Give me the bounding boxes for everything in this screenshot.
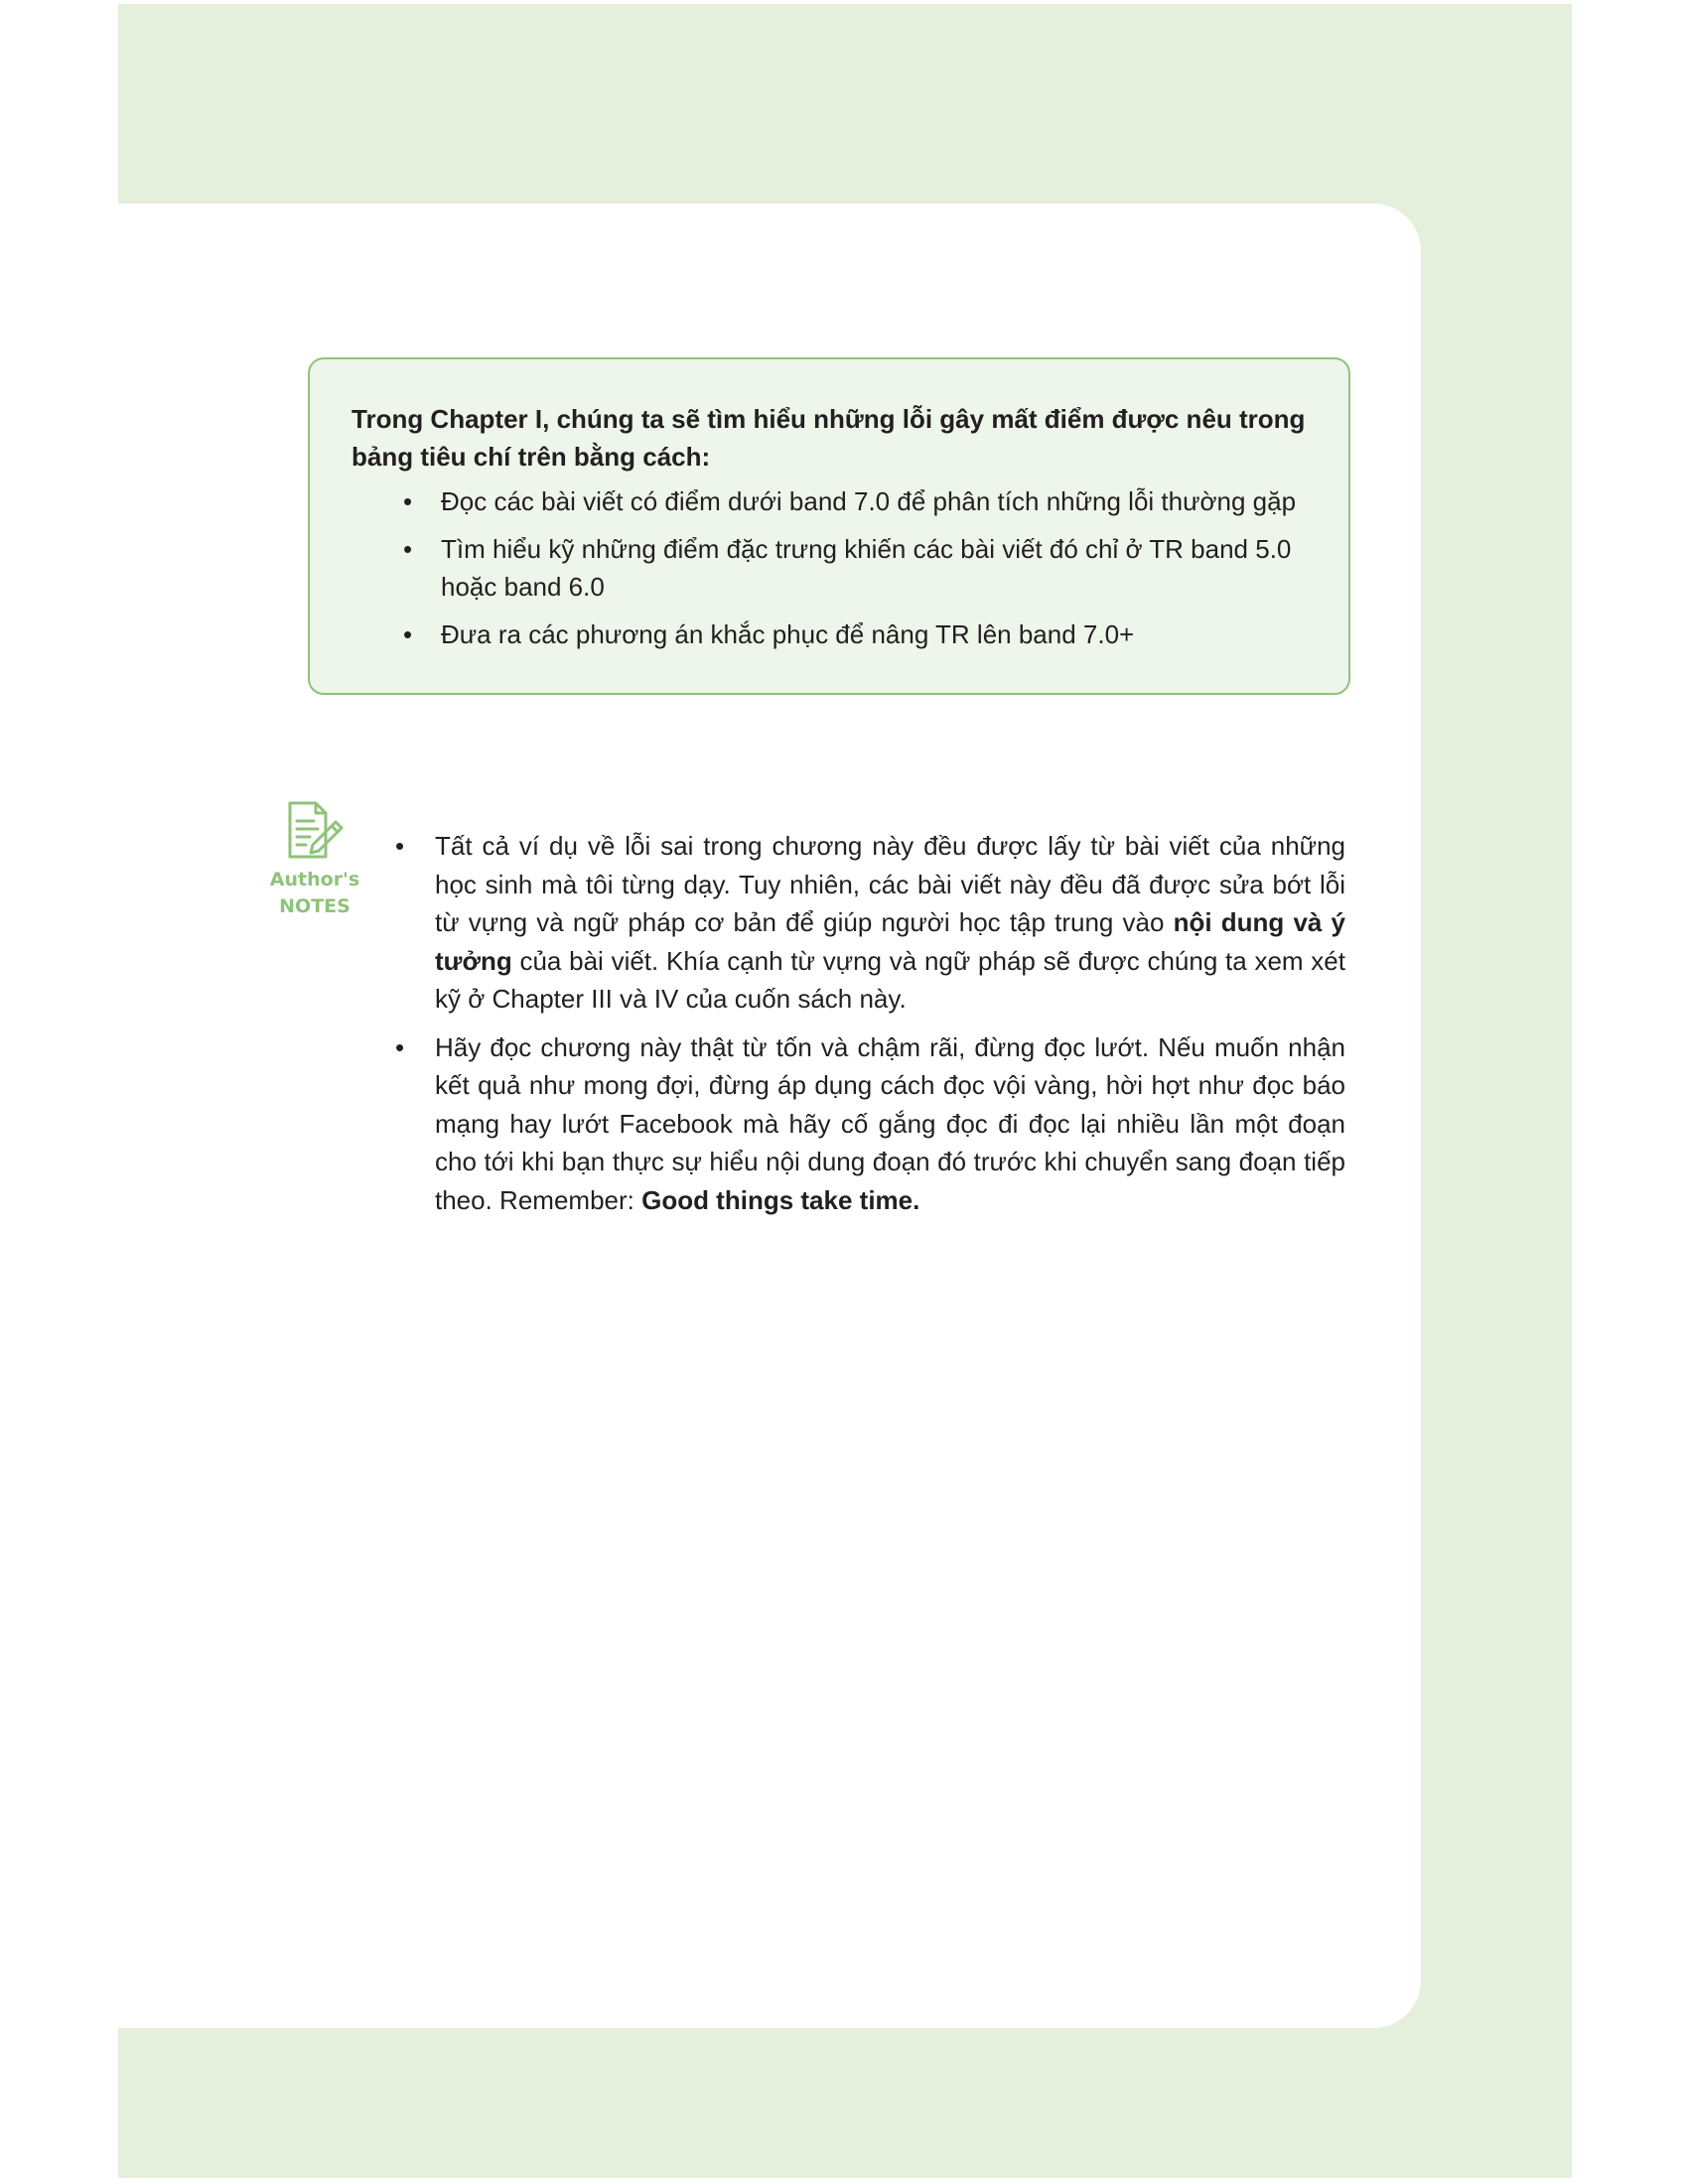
chapter-intro-box — [308, 357, 1350, 695]
intro-heading: Trong Chapter I, chúng ta sẽ tìm hiểu những lỗi gây mất điểm được nêu trong bảng tiêu chí trên bằng cách: — [352, 404, 1306, 472]
note-emphasis: nội dung và ý tưởng — [435, 907, 1345, 976]
authors-notes-badge — [260, 799, 369, 920]
list-item-text: Đưa ra các phương án khắc phục để nâng TR lên band 7.0+ — [441, 619, 1135, 649]
note-text: Tất cả ví dụ về lỗi sai trong chương này đều được lấy từ bài viết của những học sinh mà tôi từng dạy. Tuy nhiên, các bài viết này đều đã được sửa bớt lỗi từ vựng và ngữ pháp cơ bản để giúp người học tập trung vào — [435, 831, 1345, 937]
note-text: của bài viết. Khía cạnh từ vựng và ngữ pháp sẽ được chúng ta xem xét kỹ ở Chapter III và IV của cuốn sách này. — [435, 945, 1345, 1014]
list-item — [352, 482, 1307, 520]
list-item-text: Đọc các bài viết có điểm dưới band 7.0 để phân tích những lỗi thường gặp — [441, 486, 1297, 516]
notes-label-authors: Author's — [269, 869, 360, 890]
bullet-icon: • — [395, 1031, 405, 1062]
bullet-icon: • — [395, 831, 405, 861]
note-emphasis: Good things take time. — [641, 1184, 920, 1215]
pencil-document-icon — [280, 799, 350, 861]
notes-label-notes: NOTES — [279, 895, 351, 917]
list-item-text: Tìm hiểu kỹ những điểm đặc trưng khiến các bài viết đó chỉ ở TR band 5.0 hoặc band 6.0 — [441, 534, 1292, 602]
bullet-icon: • — [403, 486, 413, 516]
note-text: Hãy đọc chương này thật từ tốn và chậm rãi, đừng đọc lướt. Nếu muốn nhận kết quả như mong đợi, đừng áp dụng cách đọc vội vàng, hời hợt như đọc báo mạng hay lướt Facebook mà hãy cố gắng đọc đi đọc lại nhiều lần một đoạn cho tới khi bạn thực sự hiểu nội dung đoạn đó trước khi chuyển sang đoạn tiếp theo. Remember: — [435, 1031, 1345, 1215]
bullet-icon: • — [403, 534, 413, 564]
list-item — [395, 1028, 1345, 1220]
bullet-icon: • — [403, 619, 413, 649]
intro-list — [352, 482, 1307, 653]
list-item — [352, 530, 1307, 606]
authors-notes-list — [395, 827, 1345, 1229]
list-item — [352, 615, 1307, 653]
list-item — [395, 827, 1345, 1019]
